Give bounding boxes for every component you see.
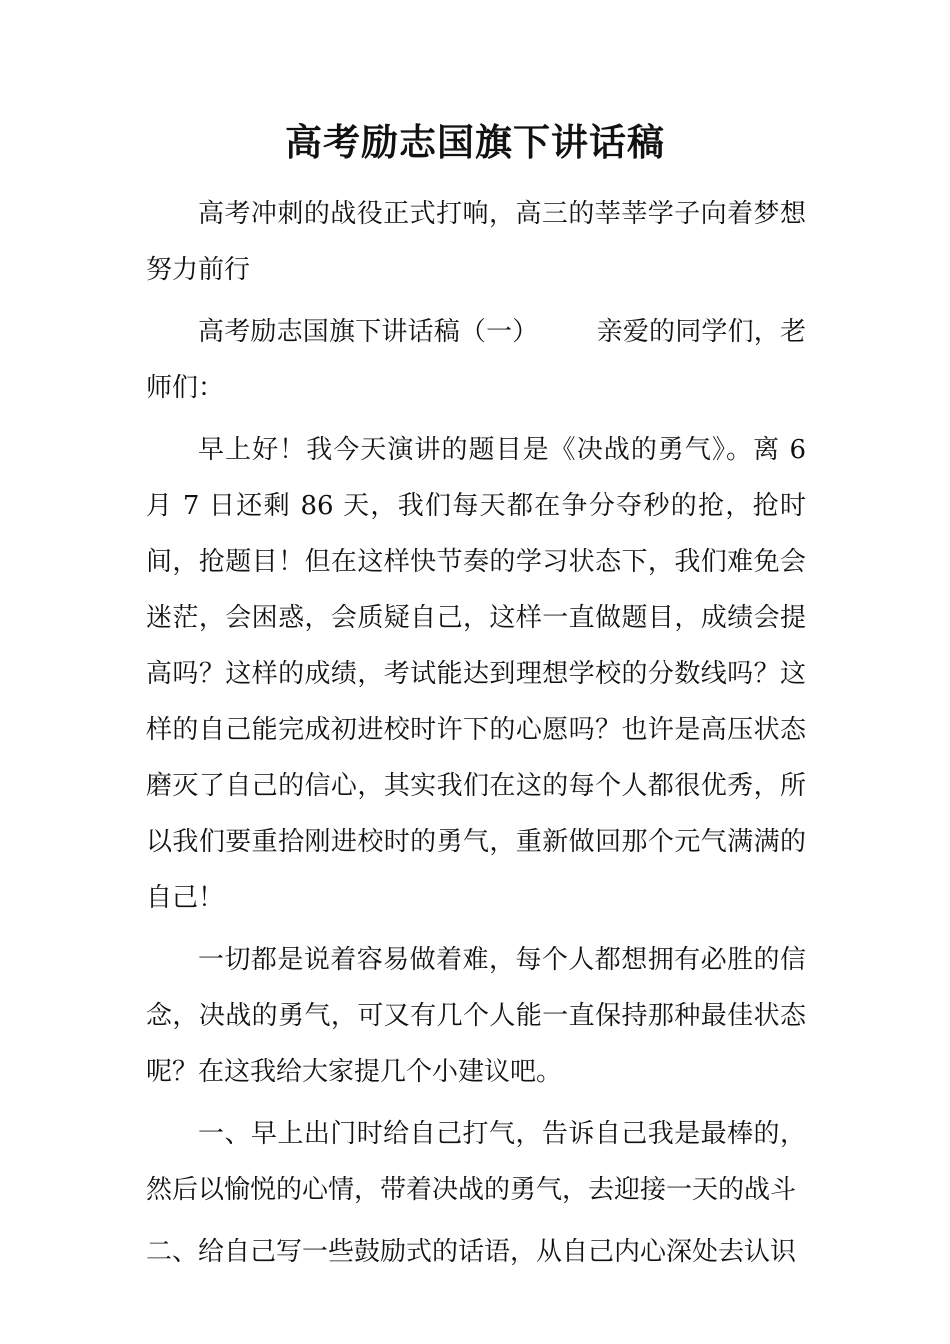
suggestion-paragraph: 二、给自己写一些鼓励式的话语，从自己内心深处去认识	[146, 1237, 797, 1267]
body-paragraph: 一切都是说着容易做着难，每个人都想拥有必胜的信念，决战的勇气，可又有几个人能一直保持那种最佳状态呢？在这我给大家提几个小建议吧。	[146, 945, 806, 1087]
document-body	[146, 186, 806, 1286]
salutation: 亲爱的同学们，老师们：	[146, 317, 806, 403]
suggestion-paragraph: 一、早上出门时给自己打气，告诉自己我是最棒的，然后以愉悦的心情，带着决战的勇气，去迎接一天的战斗	[146, 1119, 806, 1205]
document-title: 高考励志国旗下讲话稿	[285, 120, 665, 164]
intro-paragraph: 高考冲刺的战役正式打响，高三的莘莘学子向着梦想努力前行	[146, 199, 806, 285]
speech-heading-line	[146, 304, 806, 416]
speech-heading: 高考励志国旗下讲话稿（一）	[198, 317, 539, 347]
body-paragraph: 早上好！我今天演讲的题目是《决战的勇气》。离 6 月 7 日还剩 86 天，我们每天都在争分夺秒的抢，抢时间，抢题目！但在这样快节奏的学习状态下，我们难免会迷茫，会困惑，会质疑自己，这样一直做题目，成绩会提高吗？这样的成绩，考试能达到理想学校的分数线吗？这样的自己能完成初进校时许下的心愿吗？也许是高压状态磨灭了自己的信心，其实我们在这的每个人都很优秀，所以我们要重拾刚进校时的勇气，重新做回那个元气满满的自己！	[146, 435, 806, 913]
